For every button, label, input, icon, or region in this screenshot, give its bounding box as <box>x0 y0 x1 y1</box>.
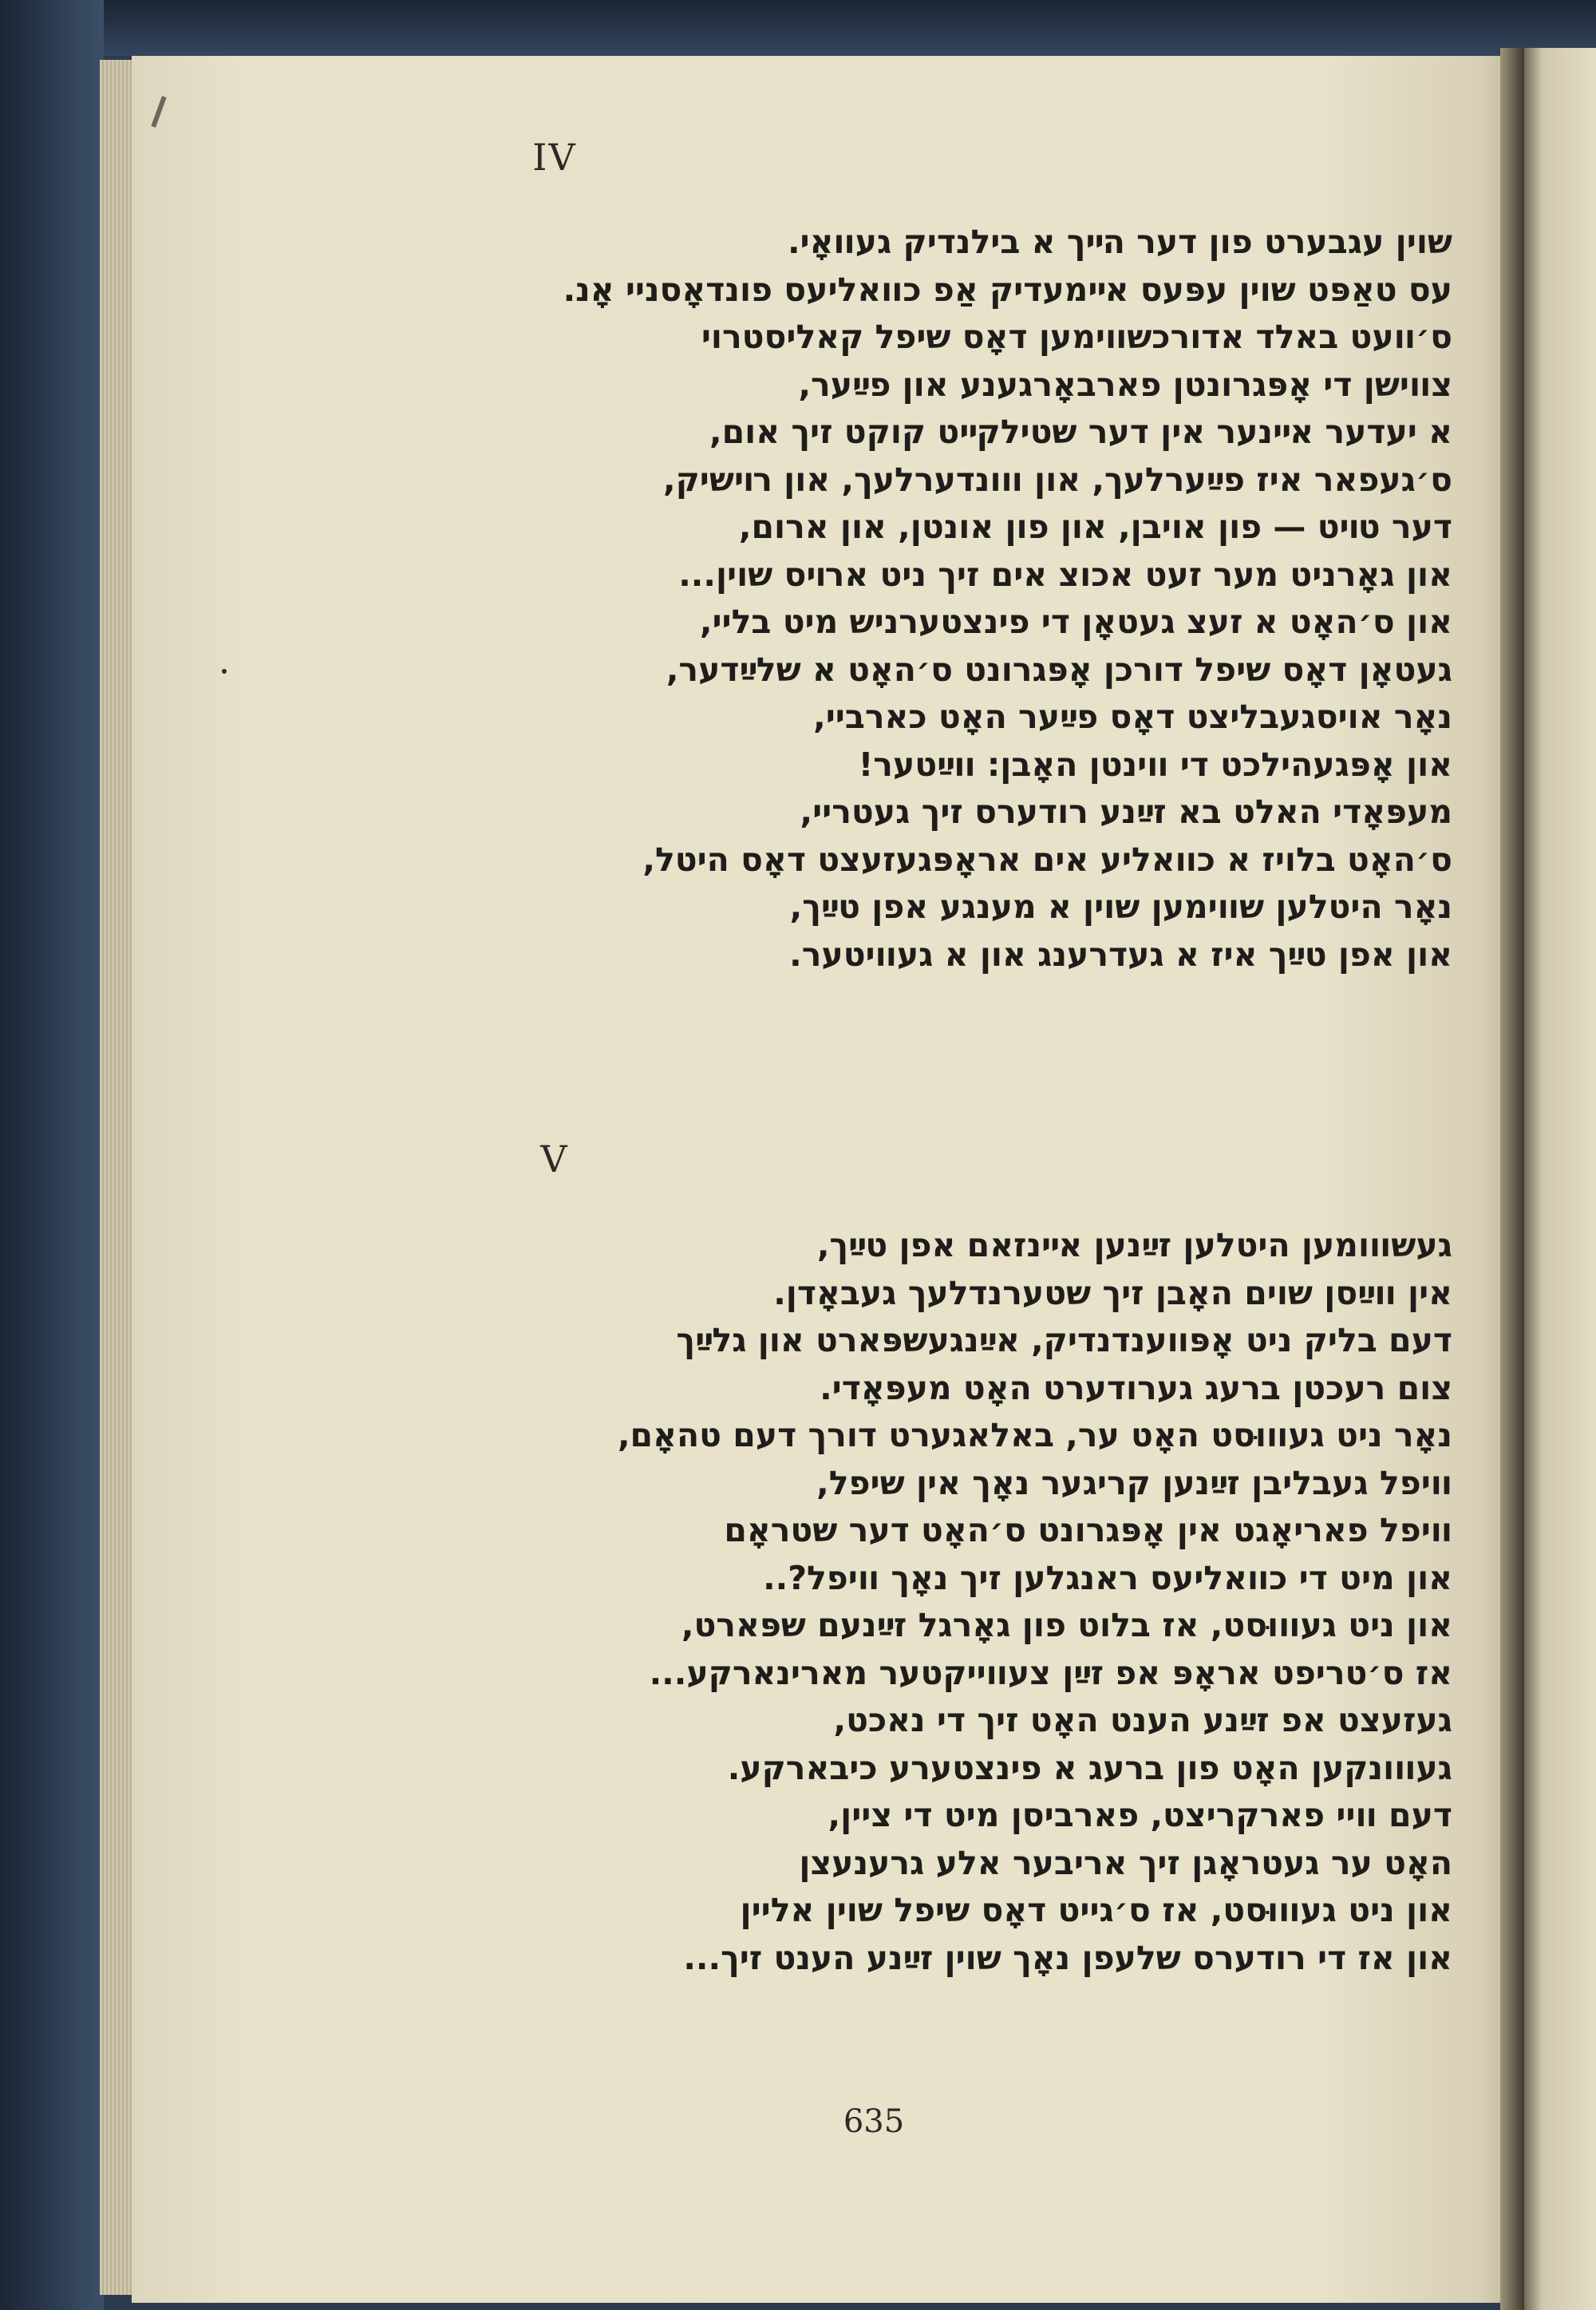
verse-line: און ניט געװוּסט, אז ס׳גייט דאָס שיפל שוין אליין <box>740 1891 1452 1929</box>
verse-line: און גאָרניט מער זעט אכוצ אים זיך ניט ארױס שוין... <box>678 555 1452 594</box>
verse-line: און אָפּגעהילכט די װינטן האָבן: װײַטער! <box>858 745 1452 784</box>
verse-line: שוין עגבערט פון דער הײך א בילנדיק געװאָי. <box>787 223 1452 261</box>
verse-line: ס׳האָט בלויז א כװאליע אים אראָפּגעזעצט דאָס היטל, <box>642 840 1452 879</box>
verse-line: געװונקען האָט פון ברעג א פינצטערע כיבארקע. <box>727 1748 1452 1787</box>
verse-line: עס טאַפּט שוין עפּעס אײמעדיק אַפ כװאליעס פונדאָסניי אָנ. <box>563 270 1452 309</box>
book-cover-top <box>0 0 1596 56</box>
verse-line: נאָר ניט געװוּסט האָט ער, באלאגערט דורך דעם טהאָם, <box>617 1416 1452 1454</box>
book-gutter <box>1500 48 1524 2310</box>
verse-line: האָט ער געטראָגן זיך אריבער אלע גרענעצן <box>799 1843 1452 1882</box>
verse-line: און אפן טײַך איז א געדרענג און א געװיטער. <box>789 935 1452 974</box>
verse-line: װיפל געבליבן זײַנען קריגער נאָך אין שיפל, <box>816 1463 1452 1502</box>
verse-line: דעם װיי פארקריצט, פארביסן מיט די ציין, <box>828 1796 1452 1834</box>
verse-line: דער טױט — פון אויבן, און פון אונטן, און ארום, <box>738 508 1452 546</box>
verse-line: געשװומען היטלען זײַנען אײנזאם אפן טײַך, <box>816 1226 1452 1264</box>
poem-section-v <box>295 1223 1452 1983</box>
verse-line: צװישן די אָפּגרונטן פארבאָרגענע און פײַער, <box>798 365 1452 404</box>
section-number-iv: IV <box>532 136 577 179</box>
verse-line: ס׳װעט באלד אדורכשװימען דאָס שיפל קאליסטרוי <box>701 318 1452 356</box>
verse-line: און ס׳האָט א זעצ געטאָן די פינצטערניש מיט בליי, <box>699 603 1452 641</box>
verse-line: אז ס׳טריפט אראָפּ אפ זײַן צעװייקטער מארינארקע... <box>649 1653 1452 1692</box>
verse-line: און ניט געװוּסט, אז בלוט פון גאָרגל זײַנעם שפּארט, <box>681 1606 1452 1644</box>
poem-section-iv <box>295 220 1452 979</box>
verse-line: געזעצט אפ זײַנע הענט האָט זיך די נאכט, <box>833 1701 1452 1739</box>
verse-line: װיפל פאריאָגט אין אָפּגרונט ס׳האָט דער שטראָם <box>724 1511 1452 1549</box>
verse-line: נאָר אויסגעבליצט דאָס פײַער האָט כארביי, <box>813 698 1452 736</box>
verse-line: א יעדער אײנער אין דער שטילקײט קוקט זיך אום, <box>709 413 1452 451</box>
section-number-v: V <box>540 1137 569 1181</box>
page-number: 635 <box>843 2103 905 2140</box>
verse-line: און אז די רודערס שלעפן נאָך שוין זײַנע הענט זיך... <box>683 1938 1452 1977</box>
verse-line: און מיט די כװאליעס ראנגלען זיך נאָך װיפל?.. <box>763 1558 1452 1597</box>
verse-line: אין װײַסן שוים האָבן זיך שטערנדלעך געבאָדן. <box>773 1273 1452 1312</box>
verse-line: דעם בליק ניט אָפּװענדנדיק, אײַנגעשפּארט און גלײַך <box>676 1321 1452 1359</box>
verse-line: מעפּאָדי האלט בא זײַנע רודערס זיך געטריי, <box>800 793 1452 831</box>
verse-line: ס׳געפאר איז פײַערלעך, און װונדערלעך, און רױשיק, <box>663 460 1452 499</box>
verse-line: צום רעכטן ברעג גערודערט האָט מעפּאָדי. <box>820 1368 1452 1407</box>
facing-page-edge <box>1524 48 1596 2310</box>
book-cover-spine <box>0 0 104 2310</box>
ink-dot <box>222 669 227 674</box>
verse-line: נאָר היטלען שװימען שוין א מענגע אפן טײַך, <box>789 888 1452 926</box>
verse-line: געטאָן דאָס שיפל דורכן אָפּגרונט ס׳האָט א שלײַדער, <box>666 650 1452 689</box>
